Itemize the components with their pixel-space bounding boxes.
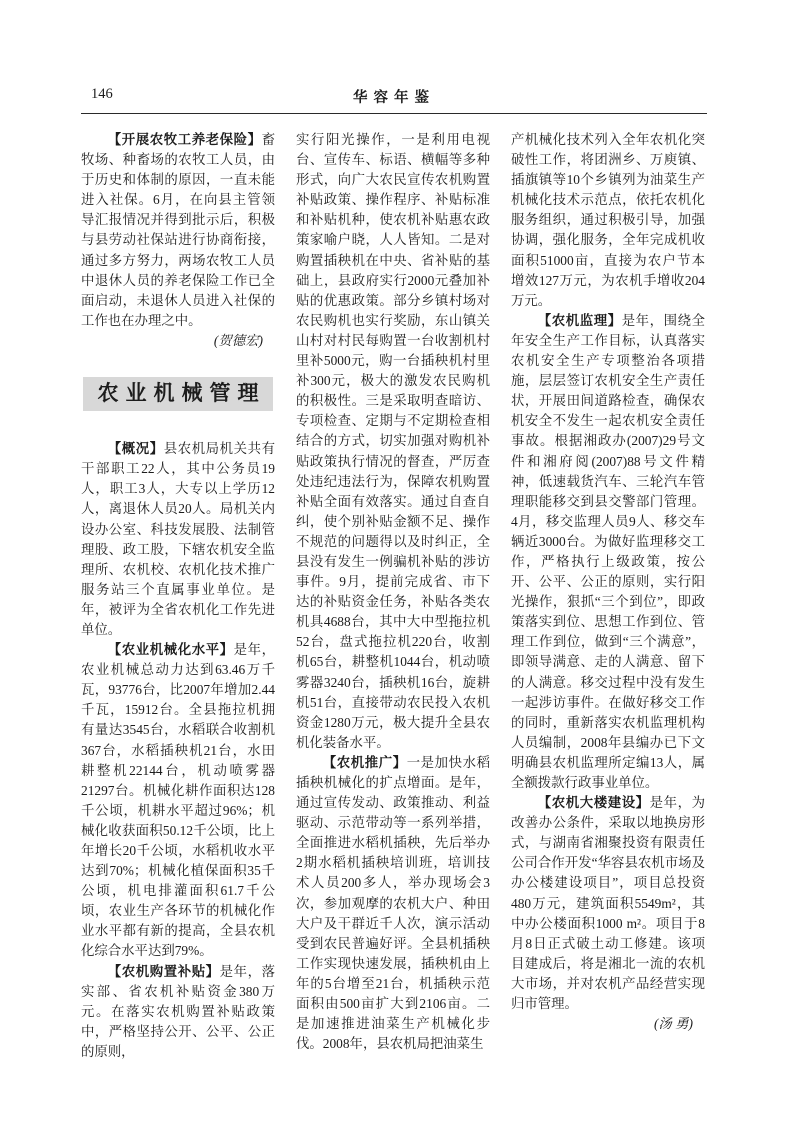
- text-columns: [81, 130, 707, 1062]
- column-2: [296, 130, 490, 1062]
- entry-label-building: 【农机大楼建设】: [537, 795, 650, 811]
- entry-label-promotion: 【农机推广】: [322, 754, 407, 770]
- paragraph-promotion: [296, 753, 490, 1054]
- entry-text-mechanization-level: 是年，农业机械总动力达到63.46万千瓦，93776台，比2007年增加2.44千瓦，15912台。全县拖拉机拥有量达3545台，水稻联合收割机367台，水稻插秧机21台，水田耕整机22144台，机动喷雾器21297台。机械化耕作面积达128千公顷，机耕水平超过96%；机械化收获面积50.12千公顷，比上年增长20千公顷，水稻机收水平达到70%；机械化植保面积35千公顷，机电排灌面积61.7千公顷，农业生产各环节的机械化作业水平都有新的提高，全县农机化综合水平达到79%。: [81, 642, 276, 959]
- paragraph-overview: [81, 439, 275, 640]
- section-title: 农业机械管理: [97, 382, 266, 406]
- paragraph-supervision: [511, 311, 705, 793]
- column-3: [511, 130, 705, 1062]
- entry-text-pension: 畜牧场、种畜场的农牧工人员，由于历史和体制的原因，一直未能进入社保。6月，在向县主管领导汇报情况并得到批示后，积极与县劳动社保站进行协商衔接，通过多方努力，两场农牧工人员中退休人员的养老保险工作已全面启动，未退休人员进入社保的工作也在办理之中。: [81, 132, 275, 328]
- page-content: [81, 86, 707, 1062]
- entry-label-mechanization-level: 【农业机械化水平】: [107, 642, 234, 658]
- book-title: 华容年鉴: [353, 90, 435, 106]
- entry-text-building: 是年，为改善办公条件，采取以地换房形式，与湖南省湘聚投资有限责任公司合作开发“华容县农机市场及办公楼建设项目”，项目总投资480万元，建筑面积5549m²，其中办公楼面积1000 m²。项目于8月8日正式破土动工修建。该项目建成后，将是湘北一流的农机大市场，并对农机产品经营实现归市管理。: [511, 795, 706, 1012]
- author-attribution-1: (贺德宏): [213, 332, 263, 348]
- entry-text-supervision: 是年，围绕全年安全生产工作目标，认真落实农机安全生产专项整治各项措施，层层签订农机安全生产责任状，开展田间道路检查，确保农机安全不发生一起农机安全责任事故。根据湘政办(2007)29号文件和湘府阅(2007)88号文件精神，低速载货汽车、三轮汽车管理职能移交到县交警部门管理。4月，移交监理人员9人、移交车辆近3000台。为做好监理移交工作，严格执行上级政策，按公开、公平、公正的原则，实行阳光操作，狠抓“三个到位”，即政策落实到位、思想工作到位、管理工作到位，做到“三个满意”，即领导满意、走的人满意、留下的人满意。移交过程中没有发生一起涉访事件。在做好移交工作的同时，重新落实农机监理机构人员编制，2008年县编办已下文明确县农机监理所定编13人，属全额拨款行政事业单位。: [511, 312, 706, 790]
- entry-label-overview: 【概况】: [107, 441, 164, 457]
- entry-label-purchase-subsidy: 【农机购置补贴】: [107, 963, 220, 979]
- entry-label-supervision: 【农机监理】: [537, 312, 622, 328]
- paragraph-promotion-continued: 产机械化技术列入全年农机化突破性工作，将团洲乡、万庾镇、插旗镇等10个乡镇列为油菜生产机械化技术示范点，依托农机化服务组织，通过积极引导，加强协调，强化服务，全年完成机收面积51000亩，直接为农户节本增效127万元，为农机手增收204万元。: [511, 132, 705, 308]
- author-attribution-2: (汤 勇): [653, 1016, 693, 1032]
- paragraph-purchase-subsidy-continued: 实行阳光操作，一是利用电视台、宣传车、标语、横幅等多种形式，向广大农民宣传农机购置补贴政策、操作程序、补贴标准和补贴机种，使农机补贴惠农政策家喻户晓，人人皆知。二是对购置插秧机在中央、省补贴的基础上，县政府实行2000元叠加补贴的优惠政策。部分乡镇村场对农民购机也实行奖励，东山镇关山村对村民每购置一台收割机村里补5000元，购一台插秧机村里补300元，极大的激发农民购机的积极性。三是采取明查暗访、专项检查、定期与不定期检查相结合的方式，切实加强对购机补贴政策执行情况的督查，严厉查处违纪违法行为，保障农机购置补贴全面有效落实。通过自查自纠，使个别补贴金额不足、操作不规范的问题得以及时纠正，全县没有发生一例骗机补贴的涉访事件。9月，提前完成省、市下达的补贴资金任务，补贴各类农机具4688台，其中大中型拖拉机52台，盘式拖拉机220台，收割机65台，耕整机1044台，机动喷雾器3240台，插秧机16台，旋耕机51台，直接带动农民投入农机资金1280万元，极大提升全县农机化装备水平。: [296, 132, 490, 750]
- header-rule: [81, 113, 707, 114]
- entry-text-overview: 县农机局机关共有干部职工22人，其中公务员19人，职工3人，大专以上学历12人，离退休人员20人。局机关内设办公室、科技发展股、法制管理股、政工股，下辖农机安全监理所、农机校、农机化技术推广服务站三个直属事业单位。是年，被评为全省农机化工作先进单位。: [81, 441, 276, 637]
- paragraph-building: [511, 793, 705, 1014]
- paragraph-pension: [81, 130, 275, 331]
- section-title-box: [83, 377, 273, 411]
- entry-text-promotion: 一是加快水稻插秧机械化的扩点增面。是年，通过宣传发动、政策推动、利益驱动、示范带动等一系列举措，全面推进水稻机插秧，先后举办2期水稻机插秧培训班，培训技术人员200多人，举办现场会3次，参加观摩的农机大户、种田大户及干群近千人次，演示活动受到农民普遍好评。全县机插秧工作实现快速发展，插秧机由上年的5台增至21台，机插秧示范面积由500亩扩大到2106亩。二是加速推进油菜生产机械化步伐。2008年，县农机局把油菜生: [296, 754, 491, 1052]
- entry-text-purchase-subsidy: 是年，落实部、省农机补贴资金380万元。在落实农机购置补贴政策中，严格坚持公开、公平、公正的原则，: [81, 963, 276, 1059]
- paragraph-mechanization-level: [81, 640, 275, 962]
- entry-label-pension: 【开展农牧工养老保险】: [107, 132, 262, 147]
- page-number: 146: [91, 86, 113, 102]
- column-1: [81, 130, 275, 1062]
- page-header: [81, 86, 707, 108]
- paragraph-purchase-subsidy: [81, 962, 275, 1062]
